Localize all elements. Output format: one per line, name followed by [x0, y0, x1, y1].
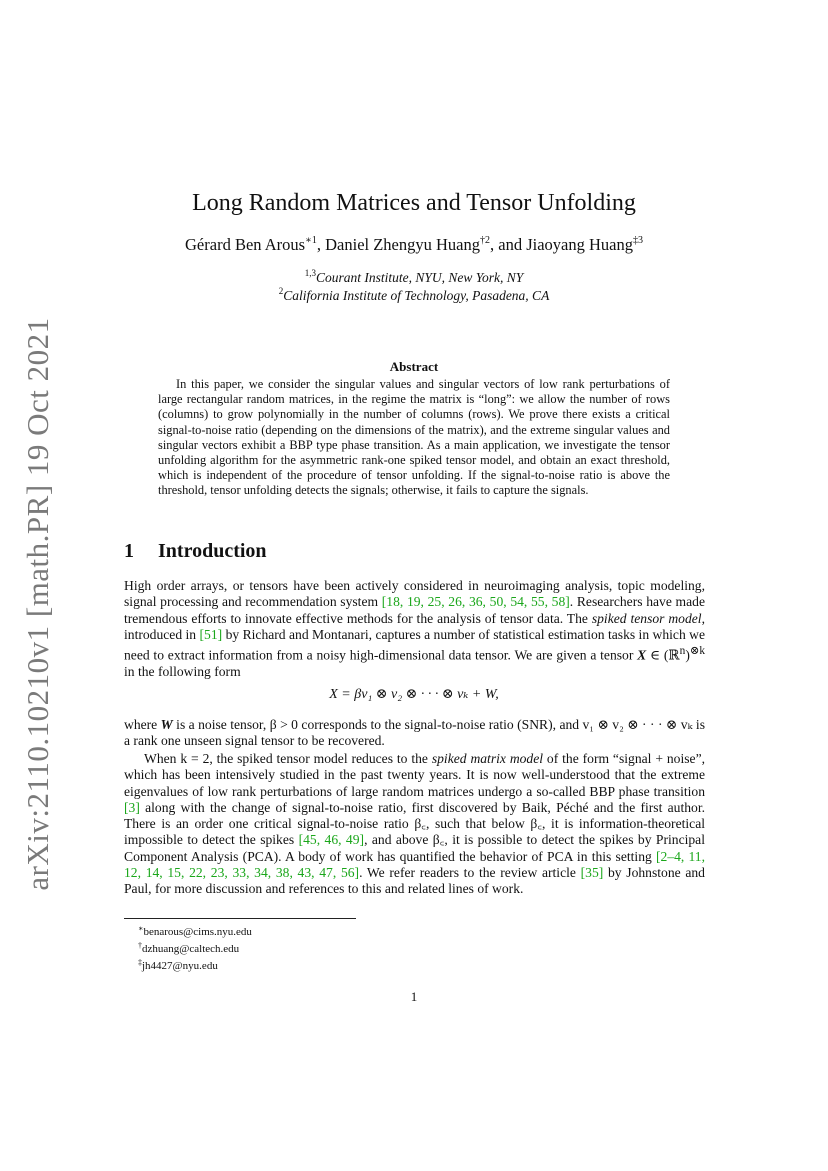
- text-run: . We refer readers to the review article: [359, 865, 581, 881]
- paragraph: [124, 578, 705, 680]
- text-run: where: [124, 717, 161, 732]
- author-name: Jiaoyang Huang: [526, 235, 633, 254]
- footnote-email[interactable]: jh4427@nyu.edu: [142, 960, 218, 973]
- math-symbol: X: [637, 647, 647, 663]
- abstract-heading: Abstract: [389, 359, 439, 374]
- text-run: ∈ (ℝ: [646, 647, 680, 663]
- citation-link[interactable]: [18, 19, 25, 26, 36, 50, 54, 55, 58]: [381, 594, 570, 610]
- author-separator: , and: [490, 235, 527, 254]
- display-equation: X = βv₁ ⊗ v₂ ⊗ · · · ⊗ vₖ + W,: [329, 687, 499, 702]
- text-run: by Richard and Montanari, captures a number of statistical estimation tasks in which we need to extract information from a noisy high-dimensional data tensor. We are given a tensor: [124, 626, 706, 663]
- text-run: along with the change of signal-to-noise ratio, first discovered by Baik, Péché and the first author. There is an order one critical signal-to-noise ratio β꜀, such that below β꜀, it is information-theoretical impossible to detect the spikes: [124, 799, 705, 848]
- footnotes: [124, 922, 252, 974]
- affiliation-mark: 2: [278, 286, 284, 296]
- author-list: [0, 235, 828, 255]
- paper-title: Long Random Matrices and Tensor Unfolding: [192, 190, 636, 216]
- page-number: 1: [410, 989, 418, 1004]
- text-run: is a noise tensor, β > 0 corresponds to the signal-to-noise ratio (SNR), and v₁ ⊗ v₂ ⊗ · · · ⊗ vₖ is a rank one unseen signal tensor to be recovered.: [124, 717, 705, 749]
- citation-link[interactable]: [35]: [580, 865, 604, 881]
- affiliation-text: Courant Institute, NYU, New York, NY: [315, 270, 524, 285]
- text-run: of the form “signal + noise”, which has been intensively studied in the past twenty years. It is now well-understood that the extreme eigenvalues of low rank perturbations of large random matrices undergo a so-called BBP phase transition: [124, 751, 705, 799]
- text-run: . Researchers have made tremendous efforts to innovate effective methods for the analysis of tensor data. The: [124, 594, 705, 626]
- affiliation-text: California Institute of Technology, Pasadena, CA: [283, 288, 550, 303]
- footnote-mark: ‡: [138, 958, 142, 968]
- math-superscript: ⊗k: [689, 645, 706, 658]
- author-mark: ‡3: [632, 235, 643, 246]
- abstract-body: In this paper, we consider the singular values and singular vectors of low rank perturbations of large rectangular random matrices, in the regime the matrix is “long”: we allow the number of rows (columns) to grow polynomially in the number of columns (rows). We prove there exists a critical signal-to-noise ratio (depending on the dimensions of the matrix), and the extreme singular values and singular vectors exhibit a BBP type phase transition. As a main application, we investigate the tensor unfolding algorithm for the asymmetric rank-one spiked tensor model, and obtain an exact threshold, which is independent of the procedure of tensor unfolding. If the signal-to-noise ratio is above the threshold, tensor unfolding detects the signals; otherwise, it fails to capture the signals.: [158, 377, 670, 498]
- math-symbol: W: [160, 717, 173, 732]
- citation-link[interactable]: [2–4, 11, 12, 14, 15, 22, 23, 33, 34, 38, 43, 47, 56]: [124, 848, 706, 881]
- text-run: ): [685, 647, 690, 663]
- text-run: , and above β꜀, it is possible to detect the spikes by Principal Component Analysis (PCA). A body of work has quantified the behavior of PCA in this setting: [124, 832, 705, 864]
- footnote: [124, 939, 252, 956]
- footnote-mark: ∗: [138, 924, 144, 933]
- text-run: High order arrays, or tensors have been actively considered in neuroimaging analysis, topic modeling, signal processing and recommendation system: [124, 578, 705, 610]
- math-superscript: n: [679, 645, 686, 658]
- footnote-divider: [124, 918, 356, 919]
- section-title: Introduction: [158, 540, 267, 562]
- author-name: Gérard Ben Arous: [185, 235, 306, 254]
- paragraph: [124, 751, 705, 898]
- citation-link[interactable]: [45, 46, 49]: [298, 832, 365, 848]
- affiliation-mark: 1,3: [304, 268, 316, 278]
- text-run: , introduced in: [124, 610, 705, 642]
- author-mark: ∗1: [305, 235, 317, 246]
- author-mark: †2: [480, 235, 490, 246]
- footnote-email[interactable]: benarous@cims.nyu.edu: [143, 926, 252, 938]
- emphasis: spiked tensor model: [591, 610, 702, 626]
- footnote: [124, 922, 252, 939]
- author-separator: ,: [316, 235, 326, 254]
- paragraph: [124, 717, 705, 750]
- text-run: in the following form: [124, 664, 241, 680]
- text-run: by Johnstone and Paul, for more discussion and references to this and related lines of work.: [124, 865, 705, 897]
- emphasis: spiked matrix model: [431, 751, 544, 766]
- section-heading: [124, 540, 267, 563]
- author-name: Daniel Zhengyu Huang: [325, 235, 480, 254]
- citation-link[interactable]: [3]: [124, 799, 140, 815]
- footnote-mark: †: [138, 941, 142, 951]
- text-run: When k = 2, the spiked tensor model reduces to the: [144, 751, 432, 766]
- affiliation: [0, 268, 828, 286]
- footnote-email[interactable]: dzhuang@caltech.edu: [142, 943, 240, 956]
- section-number: 1: [124, 540, 134, 562]
- footnote: [124, 956, 252, 973]
- affiliation: [0, 286, 828, 304]
- arxiv-stamp: arXiv:2110.10210v1 [math.PR] 19 Oct 2021: [20, 317, 55, 891]
- citation-link[interactable]: [51]: [199, 626, 223, 642]
